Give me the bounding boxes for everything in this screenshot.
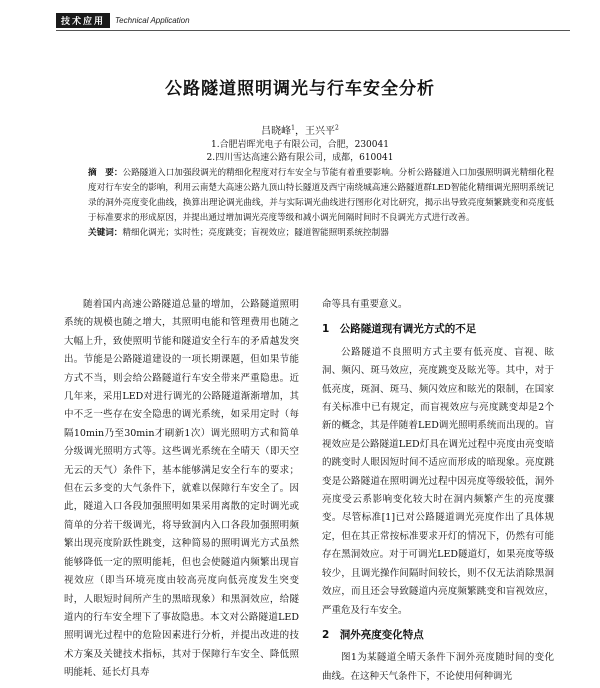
section-2-paragraph: 图1为某隧道全晴天条件下洞外亮度随时间的变化曲线。在这种天气条件下，不论使用何种调光	[322, 652, 554, 682]
intro-paragraph: 随着国内高速公路隧道总量的增加，公路隧道照明系统的规模也随之增大，其照明电能和管理费用也随之大幅上升，致使照明节能和隧道安全行车的矛盾越发突出。节能是公路隧道建设的一项长期课题，但如果节能方式不当，则会给公路隧道行车安全带来严重隐患。近几年来，采用LED对进行调光的公路隧道渐渐增加，其中不乏一些存在安全隐患的调光系统，如采用定时（每隔10min乃至30min才刷新1次）调光照明方式和简单分级调光照明方式等。这些调光系统在全晴天（即天空无云的天气）条件下，基本能够满足安全行车的要求；但在云多变的大气条件下，就难以保障行车安全了。因此，隧道入口各段加强照明如果采用离散的定时调光或简单的分若干级调光，将导致洞内入口各段加强照明频繁出现亮度阶跃性跳变，这种简易的照明调光方式虽然能够降低一定的照明能耗，但也会使隧道内频繁出现盲视效应（即当环境亮度由较高亮度向低亮度发生突变时，人眼短时间所产生的黑暗现象）和黑洞效应，给隧道内的行车安全埋下了事故隐患。本文对公路隧道LED照明调光过程中的危险因素进行分析，并提出改进的技术方案及关键技术指标，其对于保障行车安全、降低照明能耗、延长灯具寿	[64, 299, 299, 679]
section-1-paragraph: 公路隧道不良照明方式主要有低亮度、盲视、眩洞、频闪、斑马效应，亮度跳变及眩光等。其中，对于低亮度，斑洞、斑马、频闪效应和眩光的限制，在国家有关标准中已有规定，而盲视效应与亮度跳变却是2个新的概念，其是伴随着LED调光照明系统而出现的。盲视效应是公路隧道LED灯具在调光过程中亮度由亮变暗的跳变时人眼因短时间不适应而形成的暗现象。亮度跳变是公路隧道在照明调光过程中因亮度等级较低，洞外亮度受云系影响变化较大时在洞内频繁产生的亮度骤变。尽管标准[1]已对公路隧道调光亮度作出了具体规定，但在其正常按标准要求开灯的情况下，仍然有可能存在黑洞效应。对于可调光LED隧道灯，如果亮度等级较少，且调光操作间隔时间较长，则不仅无法消除黑洞效应，而且还会导致隧道内亮度频繁跳变和盲视效应，严重危及行车安全。	[322, 346, 554, 616]
section-tag	[56, 13, 190, 27]
abstract-block	[88, 166, 554, 241]
affiliation-2: 2.四川雪达高速公路有限公司，成都，610041	[206, 153, 394, 163]
author-separator: ，	[295, 126, 305, 137]
continued-text: 命等具有重要意义。	[322, 299, 408, 310]
section-1-heading: 1 公路隧道现有调光方式的不足	[322, 323, 477, 336]
author-line	[0, 122, 600, 137]
keywords-label: 关键词：	[88, 228, 123, 238]
body-right-column	[322, 296, 554, 686]
section-tag-english: Technical Application	[115, 15, 190, 25]
author-2-sup: 2	[335, 124, 339, 132]
author-1-sup: 1	[291, 124, 295, 132]
keywords-text: 精细化调光；实时性；亮度跳变；盲视效应；隧道智能照明系统控制器	[122, 228, 389, 238]
body-left-column	[64, 296, 299, 683]
author-2: 王兴平	[305, 126, 335, 137]
section-2-heading: 2 洞外亮度变化特点	[322, 628, 424, 641]
paper-title: 公路隧道照明调光与行车安全分析	[165, 79, 435, 99]
section-tag-label: 技术应用	[56, 13, 110, 28]
header-rule	[56, 30, 570, 31]
affiliation-1: 1.合肥岩晖光电子有限公司，合肥，230041	[211, 140, 389, 150]
abstract-label: 摘 要：	[88, 168, 123, 178]
abstract-text: 公路隧道入口加强段调光的精细化程度对行车安全与节能有着重要影响。分析公路隧道入口加强照明调光精细化程度对行车安全的影响，利用云南楚大高速公路九顶山特长隧道及西宁南绕城高速公路隧道群LED智能化精细调光照明系统记录的洞外亮度变化曲线，换算出理论调光曲线，并与实际调光曲线进行图形化对比研究，揭示出导致亮度频繁跳变和亮度低于标准要求的形成原因，并提出通过增加调光亮度等级和减小调光间隔时间时不良调光方式进行改善。	[88, 168, 554, 223]
author-1: 吕晓峰	[261, 126, 292, 137]
